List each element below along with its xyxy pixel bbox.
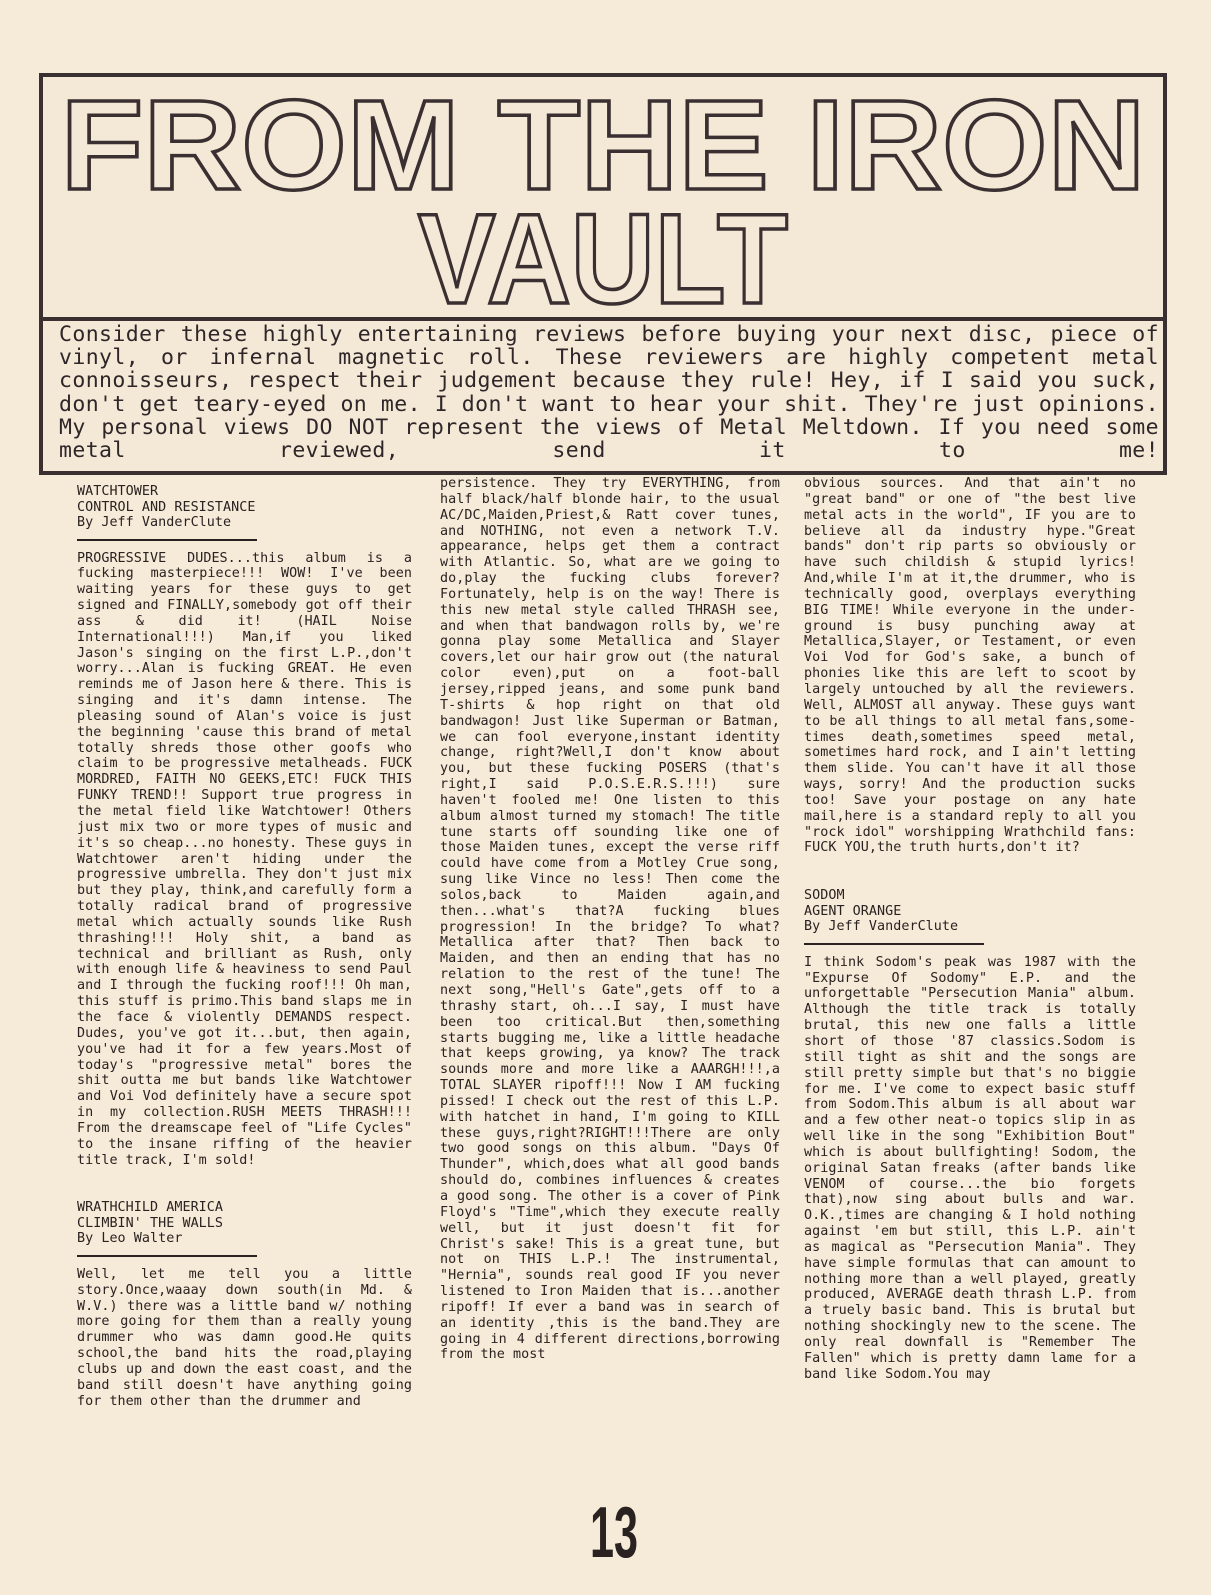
header-box [39,73,1167,475]
page-number [584,1493,644,1573]
review-body: I think Sodom's peak was 1987 with the "Expurse Of Sodomy" E.P. and the unforgettable "Persecution Mania" album. Although the title track is totally brutal, this new one falls a little short of those '87 classics.Sodom is still tight as shit and the songs are still pretty simple but that's no biggie for me. I've come to expect basic stuff from Sodom.This album is all about war and a few other neat-o topics slip in as well like in the song "Exhibition Bout" which is about bullfighting! Sodom, the original Satan freaks (after bands like VENOM of course...the bio forgets that),now sing about bulls and war. O.K.,times are changing & I hold nothing against 'em but still, this L.P. ain't as magical as "Persecution Mania". They have simple formulas that can amount to nothing more than a well played, greatly produced, AVERAGE death thrash L.P. from a truely basic band. This is brutal but nothing shockingly new to the scene. The only real downfall is "Remember The Fallen" which is pretty damn lame for a band like Sodom.You may [804,954,1136,1382]
review-body-part-3: obvious sources. And that ain't no "great band" or one of "the best live metal acts in the world", IF you are to believe all da industry hype."Great bands" don't rip parts so obviously or have such childish & stupid lyrics! And,while I'm at it,the drummer, who is technically good, overplays everything BIG TIME! While everyone in the under-ground is busy punching away at Metallica,Slayer, or Testament, or even Voi Vod for God's sake, a bunch of phonies like this are left to scoot by largely untouched by all the reviewers. Well, ALMOST all anyway. These guys want to be all things to all metal fans,some-times death,sometimes speed metal, sometimes hard rock, and I ain't letting them slide. You can't have it all those ways, sorry! And the production sucks too! Save your postage on any hate mail,here is a standard reply to all you "rock idol" worshipping Wrathchild fans: FUCK YOU,the truth hurts,don't it? [804,476,1136,856]
title-line-1: FROM THE IRON [60,74,1146,217]
review-byline: By Leo Walter [77,1231,183,1247]
review-band: SODOM [804,888,845,904]
divider [804,943,984,945]
column-2 [440,476,780,1363]
review-body: PROGRESSIVE DUDES...this album is a fucking masterpiece!!! WOW! I've been waiting years for these guys to get signed and FINALLY,somebody got off their ass & did it! (HAIL Noise International!!!) Man,if you liked Jason's singing on the first L.P.,don't worry...Alan is fucking GREAT. He even reminds me of Jason here & there. This is singing and it's damn intense. The pleasing sound of Alan's voice is just the beginning 'cause this brand of metal totally shreds those other goofs who claim to be progressive metalheads. FUCK MORDRED, FAITH NO GEEKS,ETC! FUCK THIS FUNKY TREND!! Support true progress in the metal field like Watchtower! Others just mix two or more types of music and it's so cheap...no honesty. These guys in Watchtower aren't hiding under the progressive umbrella. They don't just mix but they play, think,and carefully form a totally radical brand of progressive metal which actually sounds like Rush thrashing!!! Holy shit, a band as technical and brilliant as Rush, only with enough life & heaviness to send Paul and I through the fucking roof!!! Oh man, this stuff is primo.This band slaps me in the face & violently DEMANDS respect. Dudes, you've got it...but, then again, you've had it for a few years.Most of today's "progressive metal" bores the shit outta me but bands like Watchtower and Voi Vod definitely have a secure spot in my collection.RUSH MEETS THRASH!!! From the dreamscape feel of "Life Cycles" to the insane riffing of the heavier title track, I'm sold! [77,550,412,1168]
column-3 [804,476,1136,1383]
review-album: CLIMBIN' THE WALLS [77,1215,224,1231]
review-body-part-2: persistence. They try EVERYTHING, from half black/half blonde hair, to the usual AC/DC,Maiden,Priest,& Ratt cover tunes, and NOTHING, not even a network T.V. appearance, helps get them a contract with Atlantic. So, what are we going to do,play the fucking clubs forever? Fortunately, help is on the way! There is this new metal style called THRASH see, and when that bandwagon rolls by, we're gonna play some Metallica and Slayer covers,let our hair grow out (the natural color even),put on a foot-ball jersey,ripped jeans, and some punk band T-shirts & hop right on that old bandwagon! Just like Superman or Batman, we can fool everyone,instant identity change, right?Well,I don't know about you, but these fucking POSERS (that's right,I said P.O.S.E.R.S.!!!) sure haven't fooled me! One listen to this album almost turned my stomach! The title tune starts off sounding like one of those Maiden tunes, except the verse riff could have come from a Motley Crue song, sung like Vince no less! Then come the solos,back to Maiden again,and then...what's that?A fucking blues progression! In the bridge? To what? Metallica after that? Then back to Maiden, and then an ending that has no relation to the rest of the tune! The next song,"Hell's Gate",gets off to a thrashy start, oh...I say, I must have been too critical.But then,something starts bugging me, like a little headache that keeps growing, ya know? The track sounds more and more like a AAARGH!!!,a TOTAL SLAYER ripoff!!! Now I AM fucking pissed! I check out the rest of this L.P. with hatchet in hand, I'm going to KILL these guys,right?RIGHT!!!There are only two good songs on this album. "Days Of Thunder", which,does what all good bands should do, combines influences & creates a good song. The other is a cover of Pink Floyd's "Time",which they execute really well, but it just doesn't fit for Christ's sake! This is a great tune, but not on THIS L.P.! The instrumental, "Hernia", sounds real good IF you never listened to Iron Maiden that is...another ripoff! If ever a band was in search of an identity ,this is the band.They are going in 4 different directions,borrowing from the most [440,476,780,1363]
column-1 [77,484,412,1410]
review-byline: By Jeff VanderClute [77,515,232,530]
review-album: AGENT ORANGE [804,903,902,919]
intro-text: Consider these highly entertaining reviews before buying your next disc, piece of vinyl, or infernal magnetic roll. These reviewers are highly competent metal connoisseurs, respect their judgement because they rule! Hey, if I said you suck, don't get teary-eyed on me. I don't want to hear your shit. They're just opinions. My personal views DO NOT represent the views of Metal Meltdown. If you need some metal reviewed, send it to me! [59,322,1159,464]
review-sodom [804,888,1136,1382]
review-body-part-1: Well, let me tell you a little story.Once,waaay down south(in Md. & W.V.) there was a little band w/ nothing more going for them than a really young drummer who was damn good.He quits school,the band hits the road,playing clubs up and down the east coast, and the band still doesn't have anything going for them other than the drummer and [77,1266,412,1409]
divider [77,539,257,541]
review-byline: By Jeff VanderClute [804,919,959,935]
title-line-2: VAULT [418,188,788,331]
review-watchtower [77,484,412,1168]
review-wrathchild [77,1200,412,1409]
review-band: WATCHTOWER [77,484,159,499]
review-album: CONTROL AND RESISTANCE [77,499,256,515]
title-logo [43,74,1163,331]
divider [77,1255,257,1257]
review-band: WRATHCHILD AMERICA [77,1200,224,1216]
svg-text:13: 13 [590,1493,638,1573]
title-area [43,74,1163,331]
